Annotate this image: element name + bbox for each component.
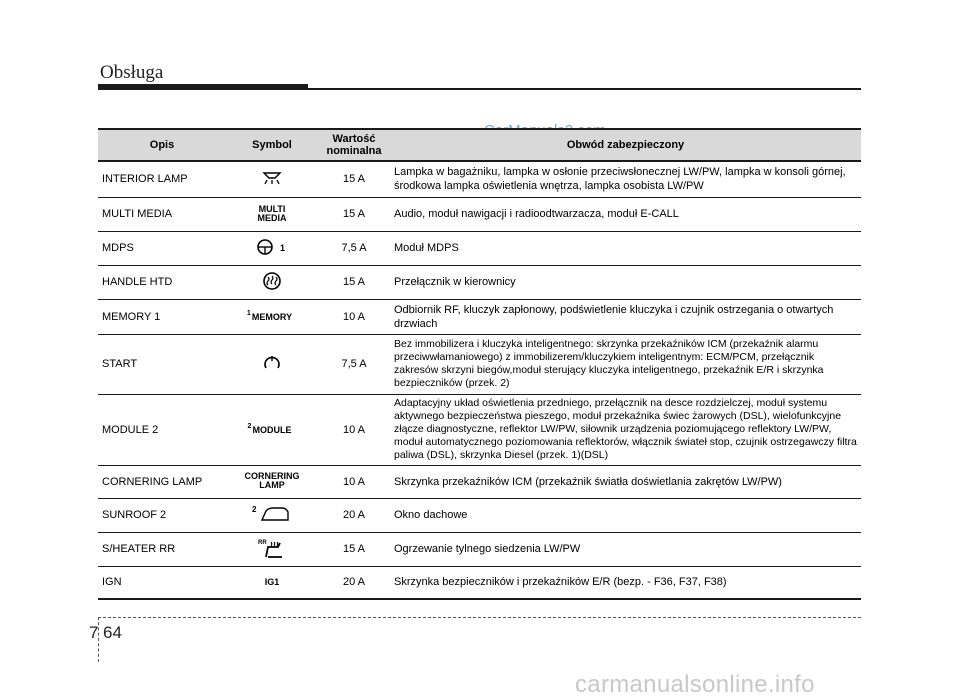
fuse-table bbox=[98, 128, 861, 600]
sunroof-icon bbox=[252, 505, 292, 526]
fuse-circuit: Lampka w bagażniku, lampka w osłonie przeciwsłonecznej LW/PW, lampka w konsoli górnej, środkowa lampka oświetlenia wnętrza, lampka osobista LW/PW bbox=[390, 161, 861, 197]
symbol-superscript: 2 bbox=[247, 422, 252, 430]
fuse-circuit: Adaptacyjny układ oświetlenia przedniego, przełącznik na desce rozdzielczej, moduł systemu aktywnego bezpieczeństwa pieszego, moduł przekaźnika świec żarowych (DSL), wielofunkcyjne złącze diagnostyczne, reflektor LW/PW, siłownik urządzenia poziomującego reflektory LW/PW, moduł automatycznego poziomowania reflektorów, włącznik świateł stop, czujnik ostrzegawczy filtra paliwa (DSL), skrzynka Diesel (przek. 1)(DSL) bbox=[390, 394, 861, 465]
fuse-symbol bbox=[226, 465, 318, 498]
fuse-name: SUNROOF 2 bbox=[98, 498, 226, 532]
symbol-text: MODULE bbox=[252, 424, 292, 435]
footer-rule bbox=[98, 617, 861, 618]
header-obwod: Obwód zabezpieczony bbox=[390, 129, 861, 161]
table-row bbox=[98, 161, 861, 197]
fuse-rating: 10 A bbox=[318, 299, 390, 334]
fuse-rating: 15 A bbox=[318, 265, 390, 299]
chapter-number: 7 bbox=[89, 623, 99, 642]
fuse-symbol bbox=[226, 334, 318, 394]
fuse-circuit: Audio, moduł nawigacji i radioodtwarzacza, moduł E-CALL bbox=[390, 197, 861, 231]
symbol-label bbox=[246, 309, 293, 322]
table-row bbox=[98, 265, 861, 299]
heated-steering-icon bbox=[262, 271, 282, 294]
fuse-symbol bbox=[226, 394, 318, 465]
symbol-label bbox=[247, 422, 292, 435]
table-row bbox=[98, 465, 861, 498]
table-row bbox=[98, 197, 861, 231]
fuse-symbol bbox=[226, 532, 318, 566]
svg-text:RR: RR bbox=[258, 539, 267, 546]
interior-lamp-icon bbox=[259, 170, 285, 189]
fuse-circuit: Przełącznik w kierownicy bbox=[390, 265, 861, 299]
fuse-circuit: Skrzynka przekaźników ICM (przekaźnik światła doświetlania zakrętów LW/PW) bbox=[390, 465, 861, 498]
fuse-symbol bbox=[226, 566, 318, 599]
rear-seat-heater-icon bbox=[258, 537, 286, 562]
fuse-circuit: Okno dachowe bbox=[390, 498, 861, 532]
fuse-rating: 15 A bbox=[318, 161, 390, 197]
table-row bbox=[98, 334, 861, 394]
fuse-circuit: Moduł MDPS bbox=[390, 231, 861, 265]
symbol-label bbox=[265, 578, 280, 587]
fuse-name: MEMORY 1 bbox=[98, 299, 226, 334]
fuse-symbol bbox=[226, 161, 318, 197]
start-key-icon bbox=[262, 355, 282, 374]
table-header-row bbox=[98, 129, 861, 161]
header-opis: Opis bbox=[98, 129, 226, 161]
header-wartosc: Wartość nominalna bbox=[318, 129, 390, 161]
fuse-name: CORNERING LAMP bbox=[98, 465, 226, 498]
table-row bbox=[98, 566, 861, 599]
fuse-rating: 7,5 A bbox=[318, 231, 390, 265]
steering-wheel-1-icon bbox=[253, 238, 291, 259]
fuse-name: IGN bbox=[98, 566, 226, 599]
symbol-label bbox=[256, 205, 288, 223]
table-row bbox=[98, 299, 861, 334]
fuse-symbol bbox=[226, 265, 318, 299]
page-number: 64 bbox=[103, 623, 122, 642]
fuse-circuit: Ogrzewanie tylnego siedzenia LW/PW bbox=[390, 532, 861, 566]
table-row bbox=[98, 394, 861, 465]
fuse-symbol bbox=[226, 197, 318, 231]
fuse-name: HANDLE HTD bbox=[98, 265, 226, 299]
header-rule bbox=[98, 88, 861, 90]
fuse-symbol bbox=[226, 498, 318, 532]
fuse-name: MULTI MEDIA bbox=[98, 197, 226, 231]
fuse-rating: 10 A bbox=[318, 394, 390, 465]
table-row bbox=[98, 231, 861, 265]
fuse-rating: 20 A bbox=[318, 498, 390, 532]
symbol-superscript: 1 bbox=[246, 309, 251, 317]
symbol-text: IG1 bbox=[264, 577, 280, 588]
fuse-rating: 15 A bbox=[318, 197, 390, 231]
fuse-circuit: Bez immobilizera i kluczyka inteligentnego: skrzynka przekaźników ICM (przekaźnik alarmu przeciwwłamaniowego) z immobilizerem/kluczykiem inteligentnym: ECM/PCM, przełącznik zakresów skrzyni biegów,moduł sterujący kluczyka inteligentnego, przekaźnik E/R i skrzynka bezpieczników (przek. 2) bbox=[390, 334, 861, 394]
svg-text:2: 2 bbox=[252, 504, 257, 514]
fuse-rating: 20 A bbox=[318, 566, 390, 599]
fuse-name: MDPS bbox=[98, 231, 226, 265]
fuse-circuit: Odbiornik RF, kluczyk zapłonowy, podświetlenie kluczyka i czujnik ostrzegania o otwartych drzwiach bbox=[390, 299, 861, 334]
fuse-rating: 10 A bbox=[318, 465, 390, 498]
symbol-label bbox=[241, 472, 303, 490]
fuse-name: START bbox=[98, 334, 226, 394]
symbol-text: MEMORY bbox=[251, 311, 293, 322]
table-row bbox=[98, 498, 861, 532]
svg-text:1: 1 bbox=[280, 242, 286, 253]
fuse-name: MODULE 2 bbox=[98, 394, 226, 465]
fuse-circuit: Skrzynka bezpieczników i przekaźników E/R (bezp. - F36, F37, F38) bbox=[390, 566, 861, 599]
fuse-rating: 15 A bbox=[318, 532, 390, 566]
header-symbol: Symbol bbox=[226, 129, 318, 161]
fuse-symbol bbox=[226, 299, 318, 334]
watermark-bottom: carmanualsonline.info bbox=[575, 671, 815, 698]
fuse-symbol bbox=[226, 231, 318, 265]
fuse-name: S/HEATER RR bbox=[98, 532, 226, 566]
fuse-rating: 7,5 A bbox=[318, 334, 390, 394]
fuse-name: INTERIOR LAMP bbox=[98, 161, 226, 197]
table-row bbox=[98, 532, 861, 566]
symbol-text: MULTI MEDIA bbox=[257, 203, 287, 223]
symbol-text: CORNERING LAMP bbox=[244, 471, 300, 490]
section-title: Obsługa bbox=[100, 62, 164, 83]
